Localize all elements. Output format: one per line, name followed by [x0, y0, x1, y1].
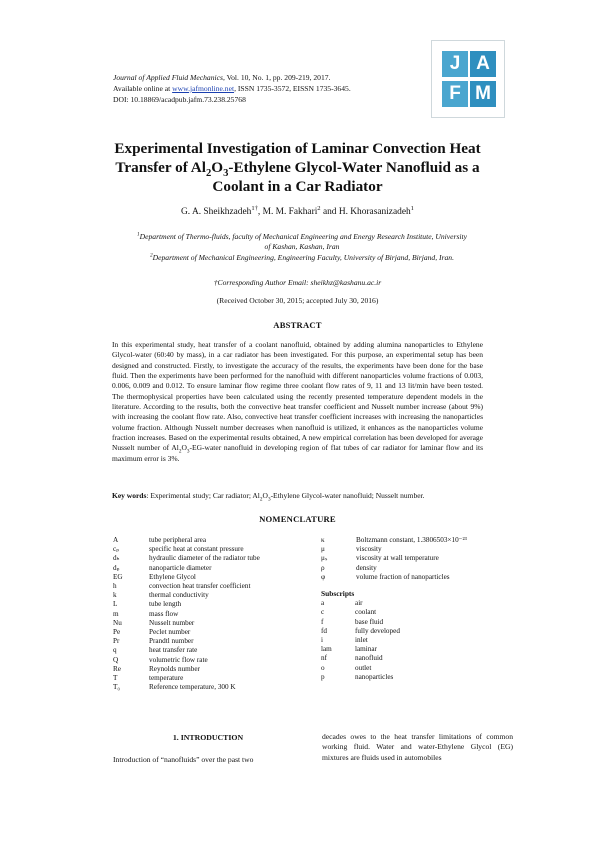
subscript-row [321, 618, 521, 627]
corresponding-author: †Corresponding Author Email: sheikhz@kashanu.ac.ir [213, 278, 382, 287]
symbol-description: Reference temperature, 300 K [149, 683, 236, 692]
author-affiliation-mark: 2 [317, 204, 321, 212]
symbol: Re [113, 664, 121, 673]
subscript-row [321, 608, 521, 617]
symbol: q [113, 646, 117, 655]
greek-symbols-list [321, 536, 521, 582]
symbol-description: tube length [149, 600, 182, 609]
paper-title [95, 139, 500, 196]
symbol: k [113, 591, 117, 600]
nomenclature-row [113, 637, 308, 646]
symbol-description: convection heat transfer coefficient [149, 582, 251, 591]
symbol-description: fully developed [355, 626, 400, 635]
symbol-description: volumetric flow rate [149, 655, 208, 664]
nomenclature-row [321, 554, 521, 563]
keywords [112, 491, 483, 503]
symbol-description: Reynolds number [149, 664, 200, 673]
keywords-label: Key words [112, 491, 147, 500]
affiliation-text: Department of Thermo-fluids, faculty of Mechanical Engineering and Energy Research Institute, University [139, 232, 468, 241]
symbol-description: Boltzmann constant, 1.3806503×10⁻²³ [356, 536, 467, 544]
abstract-text: O [181, 443, 187, 453]
nomenclature-row [321, 573, 521, 582]
abstract-body [112, 340, 483, 464]
symbol: c [321, 608, 325, 617]
keywords-text: -Ethylene Glycol-water nanofluid; Nusselt number. [270, 491, 425, 500]
symbol: f [321, 617, 324, 626]
symbol: Nu [113, 618, 122, 627]
nomenclature-row [113, 674, 308, 683]
symbol: o [321, 663, 325, 672]
abstract-subscript: 3 [186, 448, 190, 455]
symbol: a [321, 599, 325, 608]
nomenclature-row [113, 610, 308, 619]
nomenclature-row [113, 656, 308, 665]
doi-line: DOI: 10.18869/acadpub.jafm.73.238.25768 [113, 95, 246, 104]
symbol-description: hydraulic diameter of the radiator tube [149, 554, 260, 563]
subscripts-list [321, 599, 521, 682]
title-line-3: Coolant in a Car Radiator [212, 178, 383, 195]
available-prefix: Available online at [113, 84, 173, 93]
abstract-heading: ABSTRACT [273, 320, 322, 330]
logo-tile-j: J [442, 51, 468, 77]
affiliation-mark: 2 [149, 252, 153, 259]
symbol-description: base fluid [355, 617, 384, 626]
symbol-description: viscosity [356, 545, 382, 554]
citation-line [113, 72, 443, 83]
logo-tile-m: M [470, 81, 496, 107]
symbol: φ [321, 572, 326, 581]
nomenclature-row [113, 582, 308, 591]
journal-logo [431, 40, 505, 118]
symbol: dₚ [113, 563, 120, 572]
symbol: Pr [113, 637, 120, 646]
symbol-description: nanofluid [355, 654, 383, 663]
symbol: Q [113, 655, 119, 664]
author-list [95, 204, 500, 217]
subscript-row [321, 627, 521, 636]
symbol-description: viscosity at wall temperature [356, 554, 439, 563]
subscripts-heading: Subscripts [321, 589, 355, 599]
symbol-description: inlet [355, 636, 368, 645]
symbol-description: outlet [355, 663, 372, 672]
keywords-text: : Experimental study; Car radiator; Al [146, 491, 260, 500]
symbol: ρ [321, 563, 325, 572]
subscript-row [321, 673, 521, 682]
issn-text: , ISSN 1735-3572, EISSN 1735-3645. [234, 84, 351, 93]
author-name: and H. Khorasanizadeh [320, 207, 411, 217]
symbol-description: thermal conductivity [149, 591, 209, 600]
logo-tile-f: F [442, 81, 468, 107]
symbol: A [113, 536, 119, 544]
symbol-description: air [355, 599, 363, 608]
author-affiliation-mark: 1 [410, 204, 414, 212]
author-affiliation-mark: 1† [251, 204, 258, 212]
abstract-subscript: 2 [178, 448, 182, 455]
nomenclature-row [321, 564, 521, 573]
symbol-description: Peclet number [149, 628, 191, 637]
symbol-description: mass flow [149, 609, 179, 618]
symbol: cₚ [113, 545, 120, 554]
journal-url-link[interactable]: www.jafmonline.net [172, 84, 235, 93]
title-line-2 [95, 158, 500, 180]
nomenclature-row [113, 545, 308, 554]
received-dates: (Received October 30, 2015; accepted July 30, 2016) [216, 296, 379, 305]
symbol: i [321, 636, 323, 645]
author-name: , M. M. Fakhari [257, 207, 318, 217]
symbol: h [113, 582, 117, 591]
symbol-description: Ethylene Glycol [149, 572, 196, 581]
journal-header [113, 72, 443, 105]
symbol: EG [113, 572, 123, 581]
introduction-right-text: decades owes to the heat transfer limitations of common working fluid. Water and water-Ethylene Glycol (EG) mixtures are fluids used in automobiles [322, 732, 513, 762]
availability-line [113, 83, 443, 94]
symbol: μₛ [321, 554, 328, 563]
subscript-row [321, 654, 521, 663]
symbol-description: coolant [355, 608, 377, 617]
symbol-description: tube peripheral area [149, 536, 207, 544]
title-text: Transfer of Al [115, 159, 206, 176]
citation-details: , Vol. 10, No. 1, pp. 209-219, 2017. [222, 73, 331, 82]
symbol: fd [321, 626, 327, 635]
subscript-row [321, 664, 521, 673]
keywords-subscript: 3 [267, 496, 271, 503]
symbol-description: specific heat at constant pressure [149, 545, 244, 554]
nomenclature-right-column [321, 536, 521, 682]
introduction-left-text: Introduction of “nanofluids” over the past two [113, 755, 254, 764]
subscript-row [321, 645, 521, 654]
nomenclature-row [113, 683, 308, 692]
title-subscript: 2 [205, 168, 212, 180]
symbol-description: density [356, 563, 377, 572]
affiliation-text: Department of Mechanical Engineering, Engineering Faculty, University of Birjand, Birjand, Iran. [152, 253, 455, 262]
nomenclature-row [113, 573, 308, 582]
symbol: μ [321, 545, 325, 554]
nomenclature-row [113, 619, 308, 628]
symbol-description: Prandtl number [149, 637, 194, 646]
title-text: -Ethylene Glycol-Water Nanofluid as a [228, 159, 480, 176]
symbol-description: heat transfer rate [149, 646, 198, 655]
nomenclature-row [113, 628, 308, 637]
symbol: Pe [113, 628, 121, 637]
symbol: T₀ [113, 683, 120, 692]
symbol: L [113, 600, 118, 609]
title-line-1: Experimental Investigation of Laminar Convection Heat [114, 140, 481, 157]
nomenclature-heading: NOMENCLATURE [259, 514, 336, 524]
title-subscript: 3 [223, 168, 229, 180]
symbol: m [113, 609, 119, 618]
symbol-description: volume fraction of nanoparticles [356, 572, 450, 581]
symbol: nf [321, 654, 327, 663]
nomenclature-row [113, 536, 308, 545]
subscript-row [321, 636, 521, 645]
abstract-text: In this experimental study, heat transfer of a coolant nanofluid, obtained by adding alumina nanoparticles to Ethylene Glycol-water (60:40 by mass), in a car radiator has been investigated. For this purpose, an experimental setup has been designed and constructed. Firstly, to investigate the accuracy of the results, the experiments have been done for the base fluid. Then the experiments have been performed for the nanofluid with different nanoparticles volume fractions of 0.003, 0.006, 0.009 and 0.012. To ensure laminar flow regime three coolant flow rates of 9, 11 and 13 lit/min have been tested. The thermophysical properties have been calculated using the recently presented temperature dependent models in the literature. According to the results, both the convective heat transfer coefficient and Nusselt number increase (about 9%) with increasing the coolant flow rate. Also, convective heat transfer coefficient increases with increasing the nanoparticles volume fraction. Although Nusselt number decreases when nanofluid is utilized, it enhances as the nanoparticles volume fraction increases. Based on the experimental results obtained, A new empirical correlation has been developed for average Nusselt number of Al [112, 340, 483, 453]
nomenclature-row [321, 536, 521, 545]
symbol: κ [321, 536, 325, 544]
symbol: p [321, 672, 325, 681]
affiliation-1 [112, 232, 492, 252]
symbol: dₕ [113, 554, 120, 563]
affiliation-1-line-2: of Kashan, Kashan, Iran [264, 242, 340, 251]
symbol-description: Nusselt number [149, 618, 195, 627]
nomenclature-row [113, 665, 308, 674]
nomenclature-row [113, 600, 308, 609]
introduction-heading: 1. INTRODUCTION [172, 733, 244, 742]
abstract-text: -EG-water nanofluid in developing region of flat tubes of car radiator for laminar flow and its maximum error is 3%. [112, 443, 483, 463]
symbol: lam [321, 645, 332, 654]
nomenclature-row [113, 591, 308, 600]
author-name: G. A. Sheikhzadeh [181, 207, 252, 217]
journal-name: Journal of Applied Fluid Mechanics [113, 73, 223, 82]
title-text: O [211, 159, 224, 176]
nomenclature-left-column [113, 536, 308, 692]
nomenclature-row [113, 646, 308, 655]
symbol-description: laminar [355, 645, 377, 654]
subscript-row [321, 599, 521, 608]
keywords-subscript: 2 [259, 496, 263, 503]
nomenclature-row [113, 564, 308, 573]
symbol: T [113, 674, 118, 683]
affiliation-2 [112, 253, 492, 263]
symbol-description: temperature [149, 674, 184, 683]
nomenclature-row [113, 554, 308, 563]
affiliation-mark: 1 [136, 231, 140, 238]
logo-tile-a: A [470, 51, 496, 77]
keywords-text: O [262, 491, 268, 500]
symbol-description: nanoparticles [355, 672, 394, 681]
symbol-description: nanoparticle diameter [149, 563, 212, 572]
affiliation-1-line-1 [112, 232, 492, 242]
nomenclature-row [321, 545, 521, 554]
